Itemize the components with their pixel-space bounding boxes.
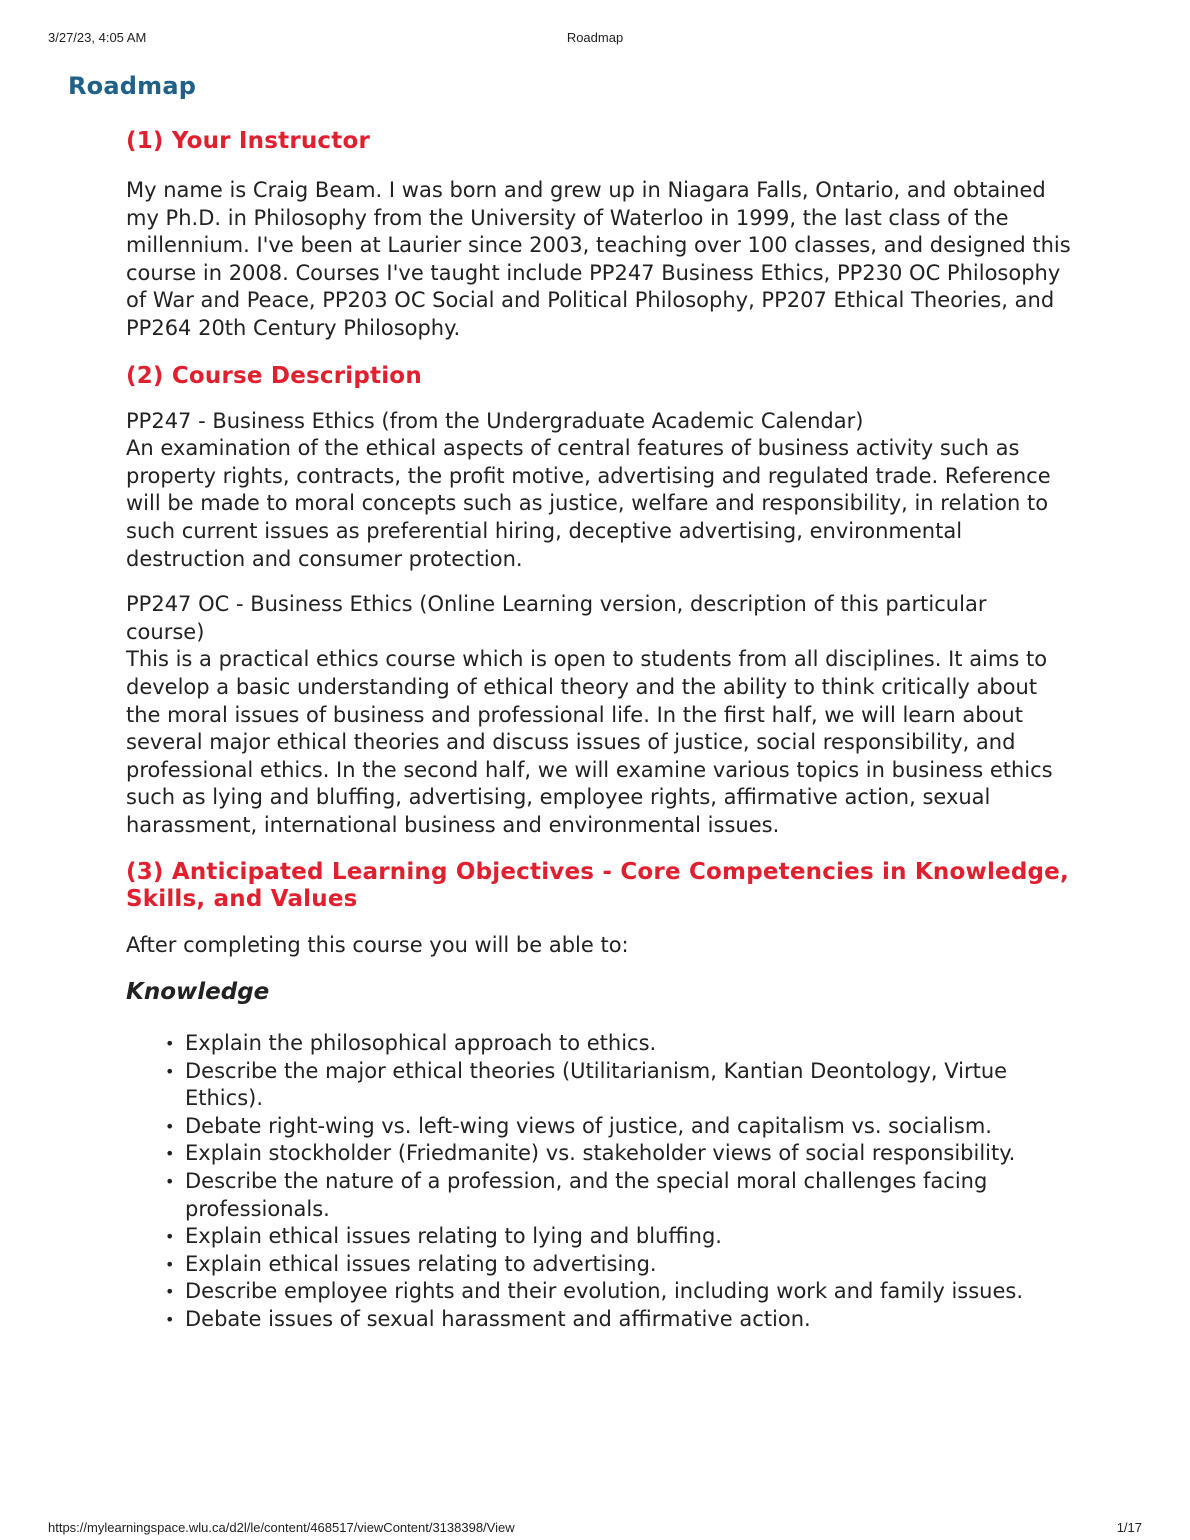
list-item <box>165 1251 1071 1279</box>
list-item-text: Debate issues of sexual harassment and affirmative action. <box>185 1307 811 1331</box>
print-page-number: 1/17 <box>1116 1520 1142 1535</box>
bullet-icon: • <box>165 1254 175 1274</box>
list-item <box>165 1306 1071 1334</box>
objectives-intro: After completing this course you will be able to: <box>126 933 629 958</box>
list-item <box>165 1278 1071 1306</box>
bullet-icon: • <box>165 1144 175 1164</box>
section-heading-objectives: (3) Anticipated Learning Objectives - Core Competencies in Knowledge, Skills, and Values <box>126 859 1069 913</box>
bullet-icon: • <box>165 1034 175 1054</box>
list-item-text: Debate right-wing vs. left-wing views of justice, and capitalism vs. socialism. <box>185 1113 992 1138</box>
list-item <box>165 1223 1071 1251</box>
list-item-text: Describe the major ethical theories (Utilitarianism, Kantian Deontology, Virtue Ethics). <box>185 1058 1008 1111</box>
list-item <box>165 1058 1071 1113</box>
bullet-icon: • <box>165 1227 175 1247</box>
bullet-icon: • <box>165 1061 175 1081</box>
list-item <box>165 1030 1071 1058</box>
print-title: Roadmap <box>566 30 624 45</box>
calendar-description-title: PP247 - Business Ethics (from the Undergraduate Academic Calendar) <box>126 408 864 433</box>
list-item-text: Describe the nature of a profession, and the special moral challenges facing professionals. <box>185 1169 988 1221</box>
print-url: https://mylearningspace.wlu.ca/d2l/le/content/468517/viewContent/3138398/View <box>48 1520 515 1535</box>
print-datetime: 3/27/23, 4:05 AM <box>48 30 147 45</box>
list-item-text: Explain ethical issues relating to advertising. <box>185 1251 657 1276</box>
list-item-text: Explain stockholder (Friedmanite) vs. stakeholder views of social responsibility. <box>185 1141 1016 1166</box>
section-heading-description: (2) Course Description <box>126 362 422 389</box>
bullet-icon: • <box>165 1116 175 1136</box>
list-item-text: Describe employee rights and their evolution, including work and family issues. <box>185 1279 1024 1304</box>
list-item <box>165 1168 1071 1223</box>
page-title: Roadmap <box>68 72 197 100</box>
bullet-icon: • <box>165 1172 175 1192</box>
print-footer <box>48 1520 1142 1540</box>
document-content <box>126 124 1071 1334</box>
list-item <box>165 1140 1071 1168</box>
list-item <box>165 1113 1071 1141</box>
bullet-icon: • <box>165 1282 175 1302</box>
online-description-title: PP247 OC - Business Ethics (Online Learning version, description of this particular course) <box>126 592 987 644</box>
bullet-icon: • <box>165 1310 175 1329</box>
online-description <box>126 591 1071 839</box>
calendar-description <box>126 408 1071 574</box>
print-header <box>48 30 1142 50</box>
list-item-text: Explain ethical issues relating to lying and bluffing. <box>185 1224 722 1249</box>
knowledge-heading: Knowledge <box>126 979 270 1006</box>
calendar-description-text: An examination of the ethical aspects of central features of business activity such as property rights, contracts, the profit motive, advertising and regulated trade. Reference will be made to moral concepts such as justice, welfare and responsibility, in relation to such current issues as preferential hiring, deceptive advertising, environmental destruction and consumer protection. <box>126 436 1051 571</box>
list-item-text: Explain the philosophical approach to ethics. <box>185 1031 657 1056</box>
instructor-bio: My name is Craig Beam. I was born and grew up in Niagara Falls, Ontario, and obtained my Ph.D. in Philosophy from the University of Waterloo in 1999, the last class of the millennium. I've been at Laurier since 2003, teaching over 100 classes, and designed this course in 2008. Courses I've taught include PP247 Business Ethics, PP230 OC Philosophy of War and Peace, PP203 OC Social and Political Philosophy, PP207 Ethical Theories, and PP264 20th Century Philosophy. <box>126 178 1071 340</box>
section-heading-instructor: (1) Your Instructor <box>126 128 371 154</box>
online-description-text: This is a practical ethics course which is open to students from all disciplines. It aims to develop a basic understanding of ethical theory and the ability to think critically about the moral issues of business and professional life. In the first half, we will learn about several major ethical theories and discuss issues of justice, social responsibility, and professional ethics. In the second half, we will examine various topics in business ethics such as lying and bluffing, advertising, employee rights, affirmative action, sexual harassment, international business and environmental issues. <box>126 647 1053 837</box>
knowledge-list <box>126 1030 1071 1334</box>
